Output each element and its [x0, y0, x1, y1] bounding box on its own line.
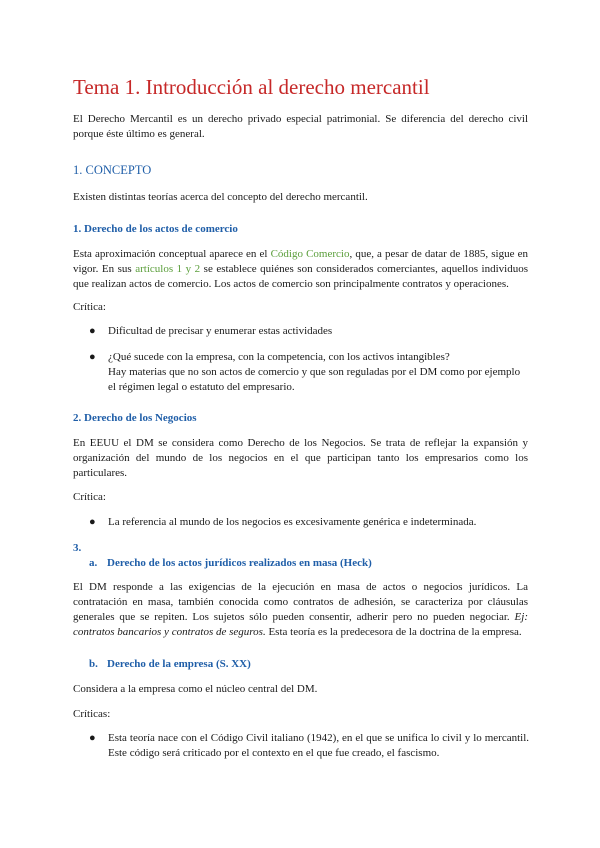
concepto-paragraph: Existen distintas teorías acerca del concepto del derecho mercantil.: [73, 191, 368, 203]
bullet-icon: ●: [89, 325, 96, 337]
text-fragment: Esta teoría es la predecesora de la doctrina de la empresa.: [265, 626, 522, 638]
text-fragment: se establece quiénes son considerados comerciantes, aquellos individuos que realizan actos de comercio. Los actos de comercio son principalmente contratos y operaciones.: [73, 263, 528, 290]
list-item-text: Dificultad de precisar y enumerar estas actividades: [108, 325, 333, 337]
text-fragment: Esta aproximación conceptual aparece en el: [73, 248, 271, 260]
intro-paragraph: El Derecho Mercantil es un derecho privado especial patrimonial. Se diferencia del derecho civil porque éste último es general.: [73, 113, 528, 140]
bullet-icon: ●: [89, 516, 96, 528]
actos-masa-paragraph: [73, 580, 528, 640]
negocios-paragraph: En EEUU el DM se considera como Derecho de los Negocios. Se trata de reflejar la expansión y organización del mundo de los negocios en el que participan tanto los empresarios como los particulares.: [73, 437, 528, 479]
list-item-text: La referencia al mundo de los negocios es excesivamente genérica e indeterminada.: [108, 516, 477, 528]
codigo-comercio-link[interactable]: Código Comercio: [270, 248, 350, 260]
critica-label: Crítica:: [73, 491, 106, 503]
list-item-text: [108, 350, 529, 395]
subsection-number: 3.: [73, 542, 82, 554]
list-item-line: Hay materias que no son actos de comercio y que son reguladas por el DM como por ejemplo el régimen legal o estatuto del empresario.: [108, 366, 521, 393]
bullet-icon: ●: [89, 351, 96, 363]
subheading-negocios: 2. Derecho de los Negocios: [73, 412, 197, 424]
text-fragment: El DM responde a las exigencias de la ejecución en masa de actos o negocios jurídicos. La contratación en masa, también conocida como contratos de adhesión, se caracteriza por cláusulas generales que se repiten. Los sujetos sólo pueden consentir, adherir pero no pueden negociar.: [73, 581, 528, 623]
articulos-link[interactable]: artículos 1 y 2: [135, 263, 201, 275]
page-title: Tema 1. Introducción al derecho mercantil: [73, 75, 430, 99]
subheading-actos-comercio: 1. Derecho de los actos de comercio: [73, 223, 238, 235]
actos-comercio-paragraph: [73, 247, 528, 292]
empresa-paragraph: Considera a la empresa como el núcleo central del DM.: [73, 683, 318, 695]
bullet-icon: ●: [89, 732, 96, 744]
list-item-line: ¿Qué sucede con la empresa, con la competencia, con los activos intangibles?: [108, 351, 450, 363]
critica-label: Crítica:: [73, 301, 106, 313]
subsection-letter-b: b.: [89, 658, 98, 670]
example-text: Ej: contratos bancarios y contratos de seguros.: [73, 611, 528, 638]
text-fragment: , que, a pesar de datar de 1885, sigue en vigor. En sus: [73, 248, 528, 275]
subheading-empresa: Derecho de la empresa (S. XX): [107, 658, 251, 670]
section-heading-concepto: 1. CONCEPTO: [73, 163, 152, 177]
list-item-text: Esta teoría nace con el Código Civil italiano (1942), en el que se unifica lo civil y lo mercantil. Este código será criticado por el contexto en el que fue creado, el fascismo.: [108, 732, 529, 759]
criticas-label: Críticas:: [73, 708, 111, 720]
subheading-actos-masa: Derecho de los actos jurídicos realizados en masa (Heck): [107, 557, 372, 569]
subsection-letter-a: a.: [89, 557, 98, 569]
